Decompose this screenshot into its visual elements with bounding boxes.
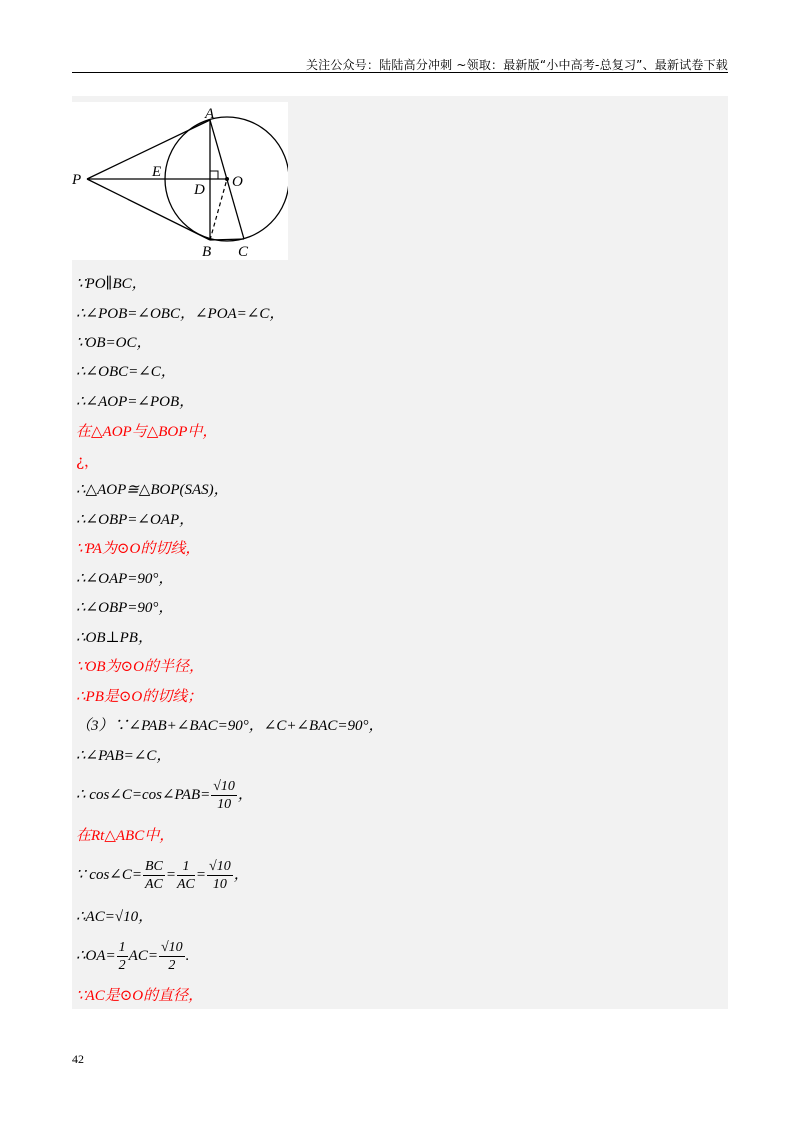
line-22 — [76, 939, 189, 974]
page-number: 42 — [72, 1052, 84, 1066]
line-20-lead: ∵ cos∠C= — [76, 866, 142, 883]
line-22-end: . — [185, 947, 190, 964]
segment-ob — [210, 179, 227, 240]
line-2: ∴∠POB=∠OBC，∠POA=∠C， — [76, 306, 285, 322]
line-6: 在△AOP与△BOP中， — [76, 424, 218, 440]
line-13: ∴OB⊥PB， — [76, 630, 153, 646]
fraction-numerator: 1 — [118, 940, 126, 955]
line-22-middle: AC= — [128, 947, 158, 964]
line-15: ∴PB是⊙O的切线； — [76, 689, 203, 705]
line-11: ∴∠OAP=90°， — [76, 571, 174, 587]
circle-tangent-diagram — [72, 102, 288, 260]
fraction-sqrt10-over-10 — [207, 858, 233, 893]
line-7: ¿， — [76, 452, 100, 470]
line-4: ∴∠OBC=∠C， — [76, 364, 176, 380]
header-text: 关注公众号：陆陆高分冲刺 ~领取：最新版“小中高考-总复习”、最新试卷下载 — [305, 58, 728, 72]
line-3: ∵OB=OC， — [76, 335, 152, 351]
label-d: D — [194, 182, 205, 198]
line-18 — [76, 778, 253, 813]
line-20 — [76, 858, 249, 893]
line-14: ∵OB为⊙O的半径， — [76, 659, 204, 675]
fraction-numerator: √10 — [160, 940, 183, 955]
line-21: ∴AC=√10， — [76, 909, 154, 925]
fraction-numerator: BC — [144, 859, 163, 874]
fraction-denominator: AC — [177, 877, 195, 892]
equals-sign: = — [165, 866, 176, 883]
line-10: ∵PA为⊙O的切线， — [76, 541, 201, 557]
center-dot — [225, 177, 229, 181]
fraction-sqrt10-over-2 — [159, 939, 185, 974]
line-18-end: ， — [237, 786, 253, 803]
line-17: ∴∠PAB=∠C， — [76, 748, 172, 764]
geometry-figure — [72, 102, 288, 260]
label-e: E — [152, 164, 162, 180]
line-16: （3）∵∠PAB+∠BAC=90°，∠C+∠BAC=90°， — [76, 718, 384, 734]
line-8: ∴△AOP≅△BOP(SAS)， — [76, 482, 229, 498]
fraction-bc-over-ac — [143, 858, 165, 893]
fraction-denominator: 10 — [212, 877, 227, 892]
solution-content — [72, 96, 728, 1009]
fraction-denominator: AC — [144, 877, 163, 892]
label-o: O — [232, 174, 243, 190]
line-23: ∵AC是⊙O的直径， — [76, 988, 204, 1004]
fraction-denominator: 2 — [118, 958, 126, 973]
fraction-numerator: √10 — [209, 859, 231, 874]
fraction-1-over-ac — [177, 858, 195, 893]
fraction-denominator: 2 — [168, 958, 176, 973]
line-18-lead: ∴ cos∠C=cos∠PAB= — [76, 786, 211, 803]
fraction-numerator: √10 — [213, 779, 235, 794]
line-19: 在Rt△ABC中， — [76, 828, 175, 844]
fraction-1-over-2 — [117, 939, 128, 974]
line-20-end: ， — [233, 866, 249, 883]
label-a: A — [205, 106, 215, 122]
equals-sign: = — [195, 866, 207, 883]
fraction-denominator: 10 — [217, 797, 232, 812]
right-angle-mark — [210, 171, 218, 179]
fraction-numerator: 1 — [177, 858, 195, 876]
tangent-pa — [87, 120, 210, 179]
line-9: ∴∠OBP=∠OAP， — [76, 512, 195, 528]
line-1: ∵PO∥BC， — [76, 276, 147, 292]
line-5: ∴∠AOP=∠POB， — [76, 394, 195, 410]
line-22-lead: ∴OA= — [76, 947, 116, 964]
label-b: B — [202, 244, 212, 260]
page-header — [72, 52, 728, 73]
fraction-sqrt10-over-10 — [211, 778, 237, 813]
label-c: C — [238, 244, 249, 260]
label-p: P — [72, 172, 82, 188]
line-12: ∴∠OBP=90°， — [76, 600, 174, 616]
tangent-pb — [87, 179, 210, 240]
